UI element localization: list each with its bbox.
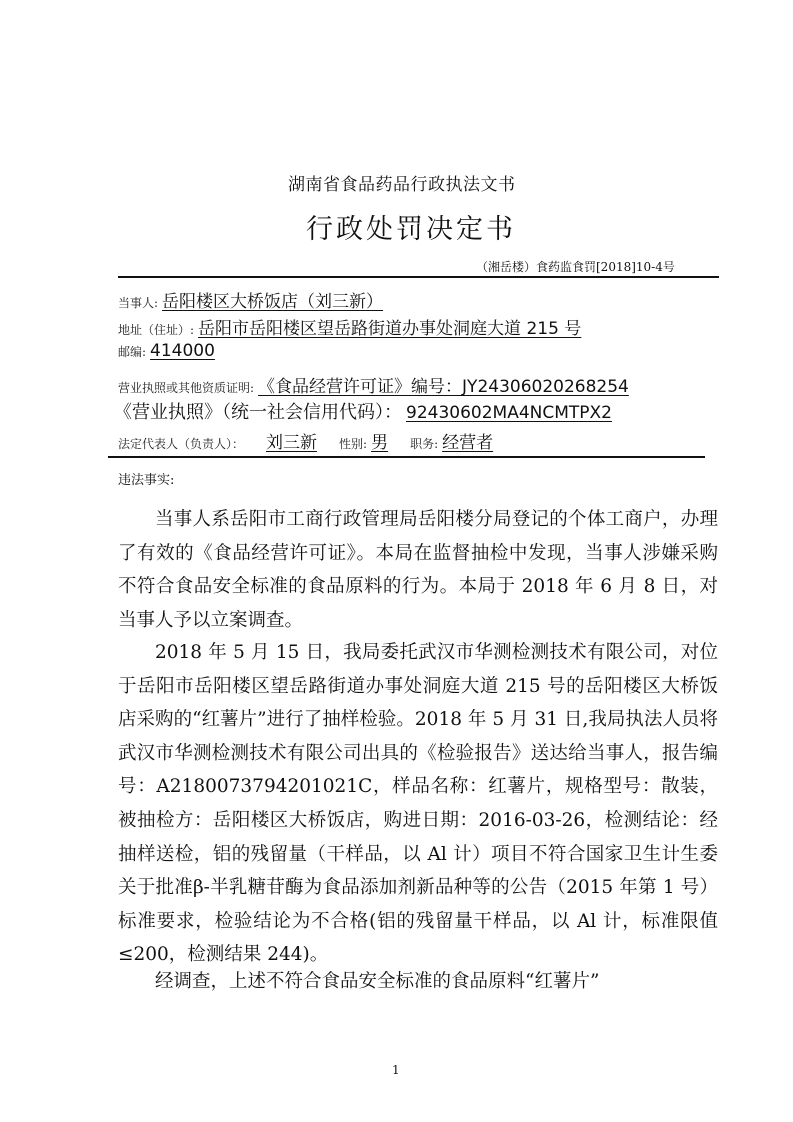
position-label: 职务: <box>410 437 439 451</box>
gender-value: 男 <box>371 433 389 453</box>
address-label: 地址（住址）: <box>118 323 195 337</box>
paragraph-text: 经调查，上述不符合食品安全标准的食品原料“红薯片” <box>155 971 600 992</box>
license-row <box>118 372 629 397</box>
paragraph-text: 2018 年 5 月 15 日，我局委托武汉市华测检测技术有限公司，对位于岳阳市岳阳楼区望岳路街道办事处洞庭大道 215 号的岳阳楼区大桥饭店采购的“红薯片”进行了抽样检验。2018 年 5 月 31 日,我局执法人员将武汉市华测检测技术有限公司出具的《检验报告》送达给当事人，报告编号：A2180073794201021C，样品名称：红薯片，规格型号：散装，被抽检方：岳阳楼区大桥饭店，购进日期：2016-03-26，检测结论：经抽样送检，铝的残留量（干样品，以 Al 计）项目不符合国家卫生计生委关于批准β-半乳糖苷酶为食品添加剂新品种等的公告（2015 年第 1 号）标准要求，检验结论为不合格(铝的残留量干样品，以 Al 计，标准限值≤200，检测结果 244)。 <box>118 642 718 966</box>
address-value: 岳阳市岳阳楼区望岳路街道办事处洞庭大道 215 号 <box>198 319 582 339</box>
legal-rep-row <box>118 428 493 453</box>
legal-rep-value: 刘三新 <box>266 433 318 453</box>
header-divider <box>118 276 719 278</box>
party-row <box>118 287 383 312</box>
address-row <box>118 314 581 339</box>
facts-paragraph-2 <box>118 636 718 972</box>
facts-paragraph-1 <box>118 503 718 637</box>
license-value: 《食品经营许可证》编号：JY24306020268254 <box>258 377 629 397</box>
business-license-row <box>114 398 612 424</box>
agency-line: 湖南省食品药品行政执法文书 <box>288 175 516 195</box>
page-title: 行政处罚决定书 <box>306 214 516 245</box>
zip-label: 邮编: <box>118 345 147 359</box>
paragraph-text: 当事人系岳阳市工商行政管理局岳阳楼分局登记的个体工商户，办理了有效的《食品经营许可证》。本局在监督抽检中发现，当事人涉嫌采购不符合食品安全标准的食品原料的行为。本局于 2018 年 6 月 8 日，对当事人予以立案调查。 <box>118 509 718 631</box>
zip-value: 414000 <box>150 341 215 361</box>
position-value: 经营者 <box>442 433 494 453</box>
facts-label: 违法事实: <box>118 473 175 488</box>
business-license-value: 92430602MA4NCMTPX2 <box>406 403 612 423</box>
document-number: （湘岳楼）食药监食罚[2018]10-4号 <box>476 260 675 274</box>
facts-paragraph-3 <box>118 965 718 999</box>
legal-rep-label: 法定代表人（负责人）： <box>118 437 245 451</box>
info-divider <box>108 456 705 458</box>
zip-row <box>118 341 215 361</box>
page-number: 1 <box>392 1063 400 1077</box>
gender-label: 性别: <box>339 437 368 451</box>
license-label: 营业执照或其他资质证明: <box>118 381 255 395</box>
party-label: 当事人: <box>118 296 159 310</box>
party-value: 岳阳楼区大桥饭店（刘三新） <box>162 292 384 312</box>
business-license-label: 《营业执照》（统一社会信用代码）： <box>114 402 402 423</box>
